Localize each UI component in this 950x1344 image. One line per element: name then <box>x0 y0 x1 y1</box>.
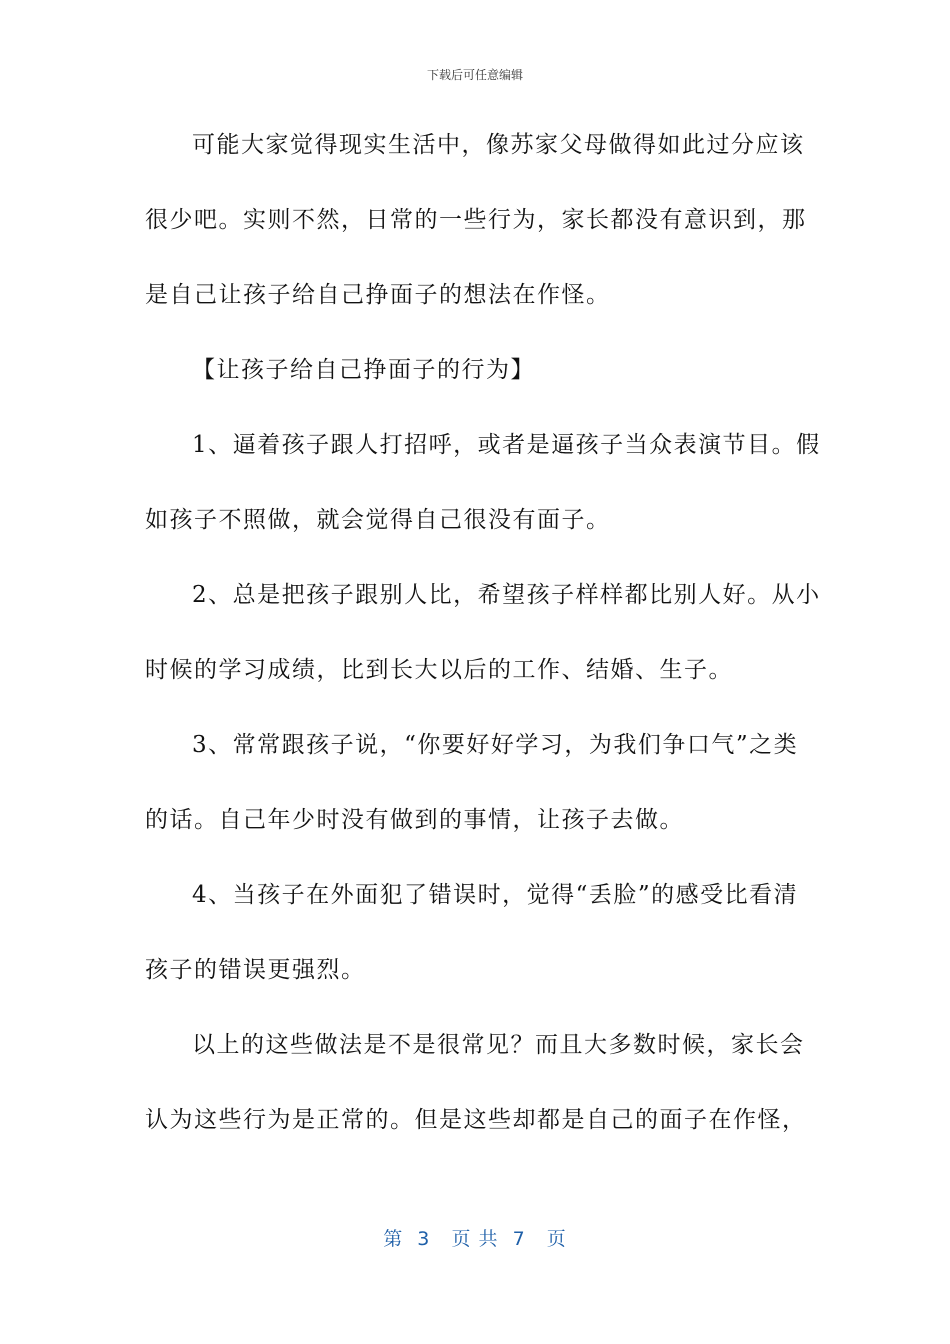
paragraph-1 <box>145 122 805 347</box>
document-body <box>145 122 821 1172</box>
text-line: 如孩子不照做，就会觉得自己很没有面子。 <box>145 507 611 533</box>
list-item-3 <box>145 722 805 872</box>
text-line: 认为这些行为是正常的。但是这些却都是自己的面子在作怪， <box>145 1107 807 1133</box>
text-line: 1、逼着孩子跟人打招呼，或者是逼孩子当众表演节目。假 <box>192 432 821 458</box>
text-line: 4、当孩子在外面犯了错误时，觉得“丢脸”的感受比看清 <box>192 882 799 908</box>
list-item-1 <box>145 422 821 572</box>
text-line: 是自己让孩子给自己挣面子的想法在作怪。 <box>145 282 611 308</box>
list-item-4 <box>145 872 805 1022</box>
section-heading <box>145 347 805 422</box>
text-line: 3、常常跟孩子说，“你要好好学习，为我们争口气”之类 <box>192 732 799 758</box>
text-line: 孩子的错误更强烈。 <box>145 957 366 983</box>
text-line: 可能大家觉得现实生活中，像苏家父母做得如此过分应该 <box>192 132 805 158</box>
text-line: 的话。自己年少时没有做到的事情，让孩子去做。 <box>145 807 684 833</box>
text-line: 2、总是把孩子跟别人比，希望孩子样样都比别人好。从小 <box>192 582 821 608</box>
text-line: 很少吧。实则不然，日常的一些行为，家长都没有意识到，那 <box>145 207 807 233</box>
text-line: 【让孩子给自己挣面子的行为】 <box>192 357 535 383</box>
list-item-2 <box>145 572 821 722</box>
text-line: 以上的这些做法是不是很常见？而且大多数时候，家长会 <box>192 1032 805 1058</box>
paragraph-conclusion <box>145 1022 805 1172</box>
page-header: 下载后可任意编辑 <box>426 68 523 82</box>
text-line: 时候的学习成绩，比到长大以后的工作、结婚、生子。 <box>145 657 733 683</box>
page-number-footer: 第 3 页 共 7 页 <box>383 1228 567 1250</box>
